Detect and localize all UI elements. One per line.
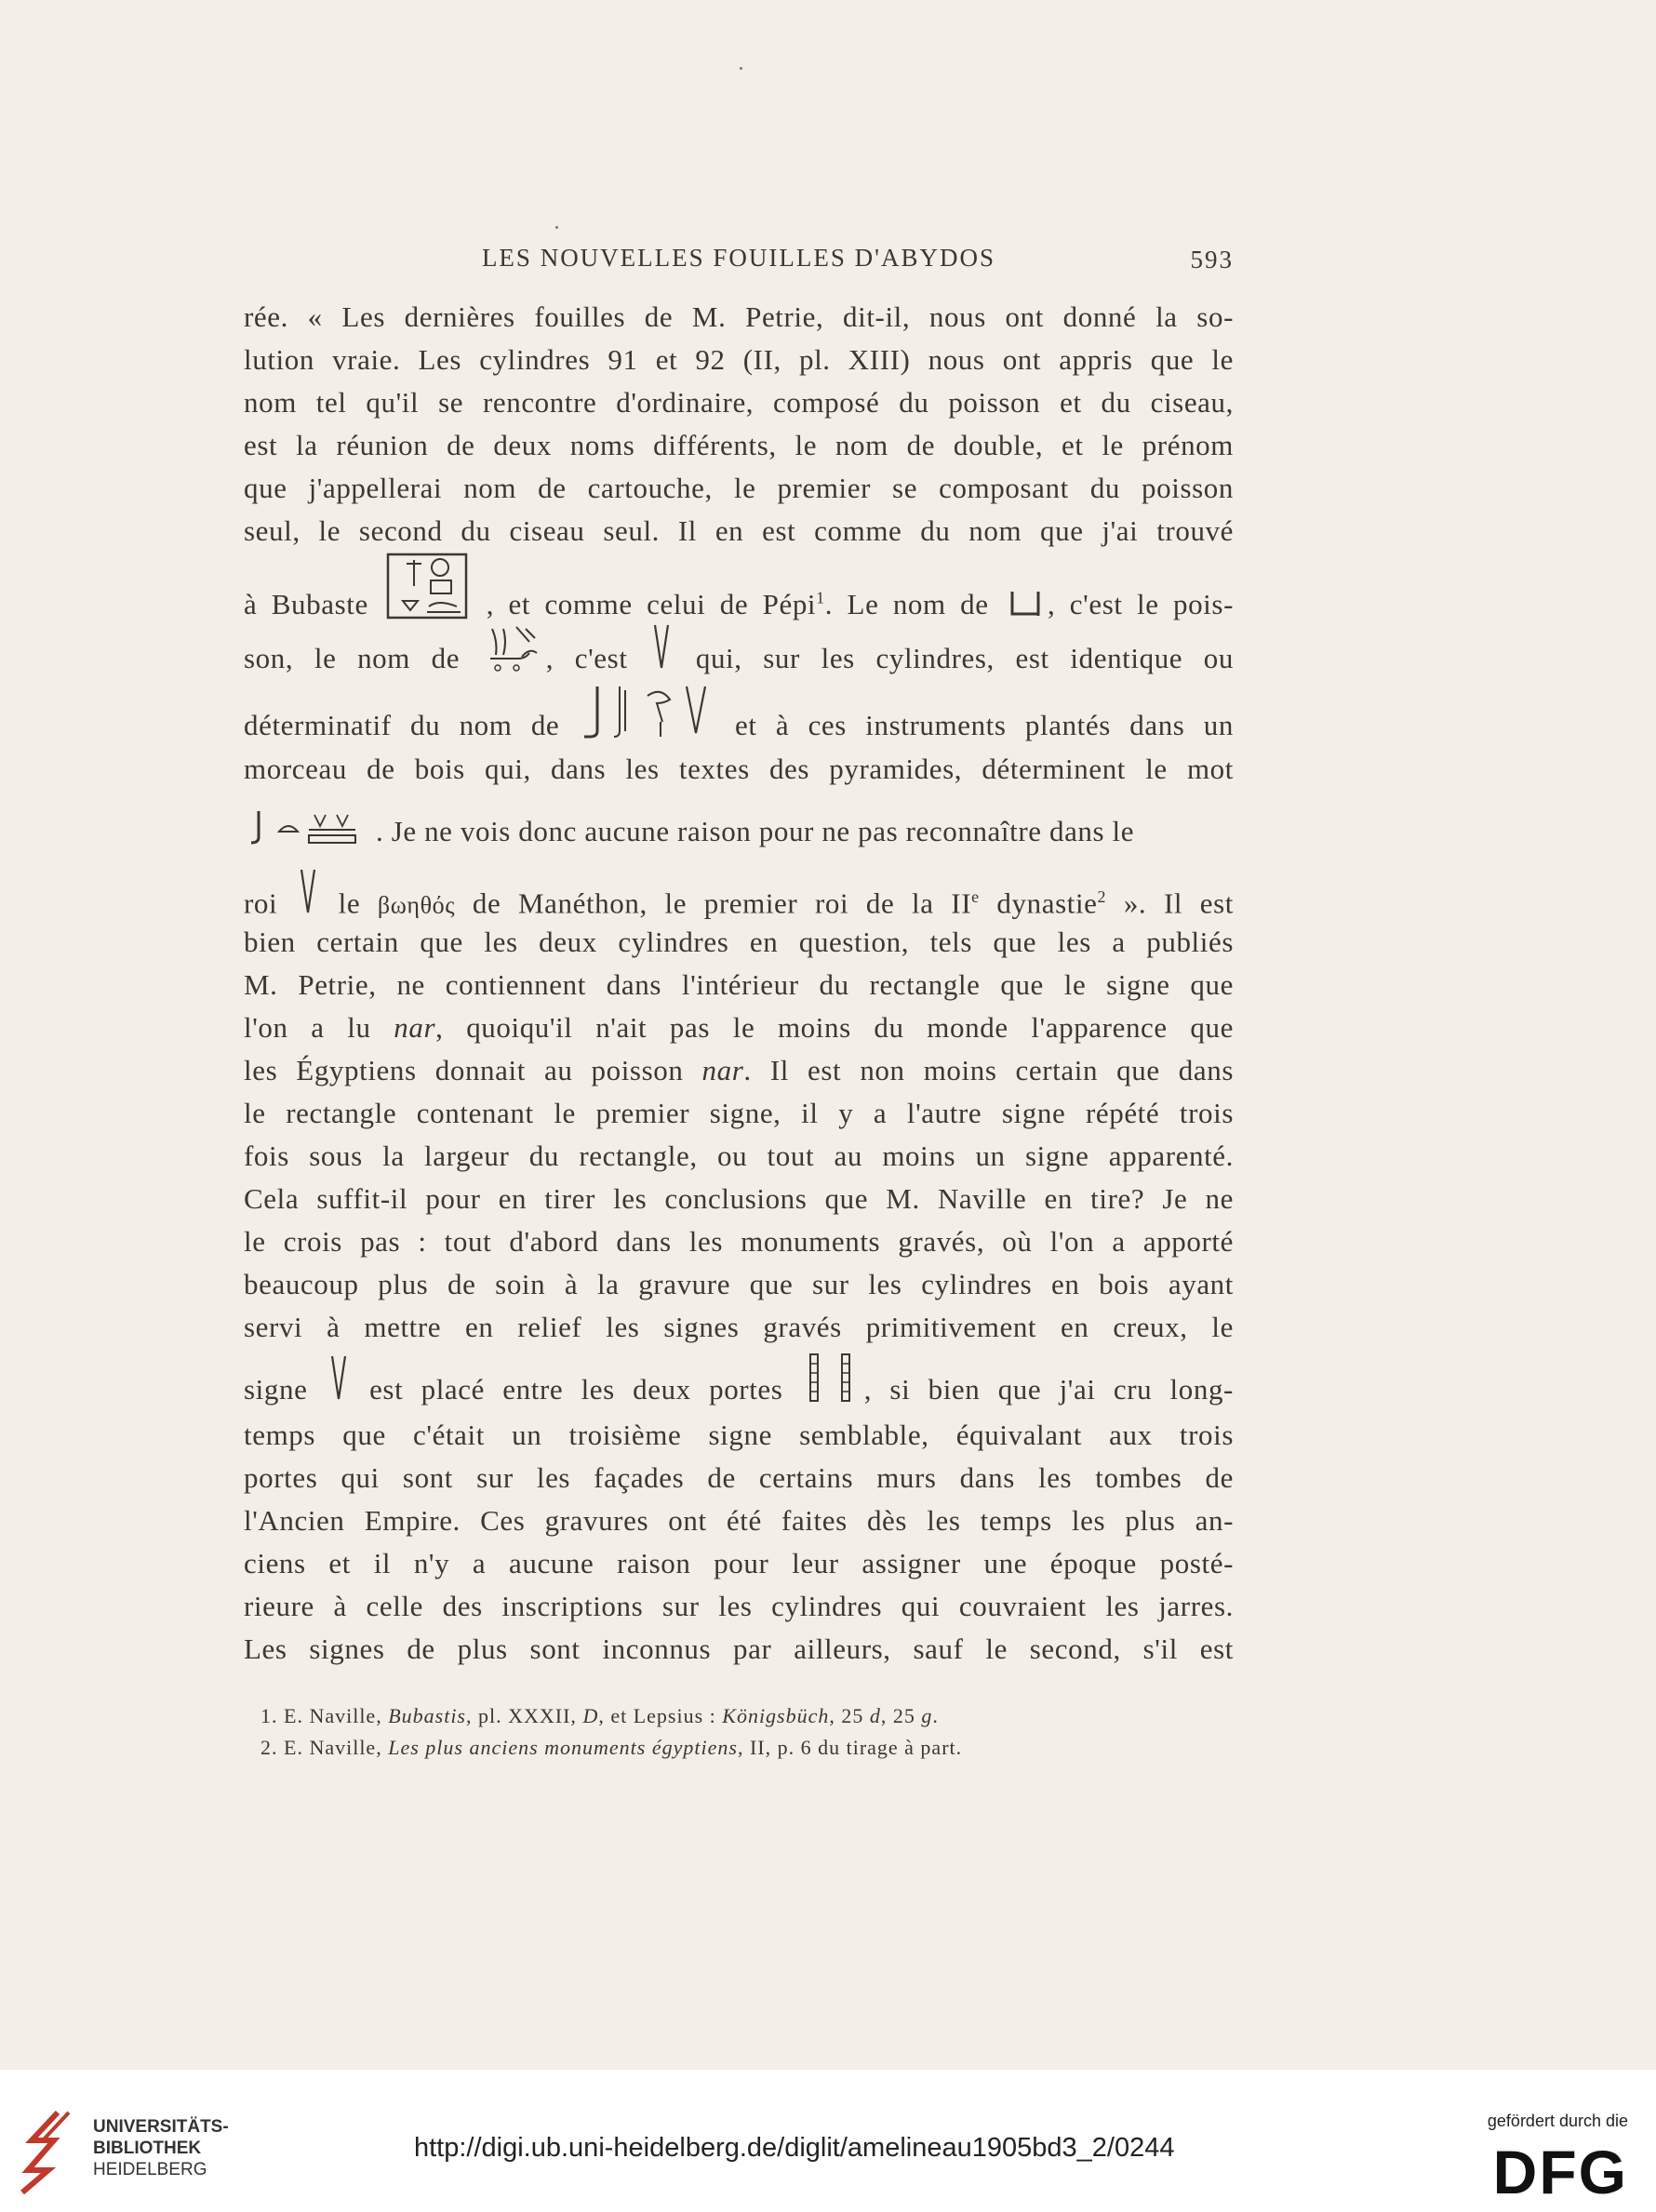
digitization-footer: [0, 2070, 1656, 2212]
text-fragment: . Je ne vois donc aucune raison pour ne pas reconnaître dans le: [376, 815, 1135, 847]
text-line: morceau de bois qui, dans les textes des pyramides, déterminent le mot: [244, 753, 1234, 785]
superscript: e: [971, 887, 980, 906]
text-fragment: , si bien que j'ai cru long-: [863, 1373, 1234, 1406]
hieroglyph-group-icon: [582, 683, 713, 740]
text-line: le crois pas : tout d'abord dans les monuments gravés, où l'on a apporté: [244, 1225, 1234, 1258]
text-line: servi à mettre en relief les signes gravés primitivement en creux, le: [244, 1311, 1234, 1343]
text-fragment: , pl. XXXII,: [466, 1704, 583, 1727]
text-line-bubaste: [244, 553, 1234, 618]
text-fragment: , c'est le pois-: [1048, 588, 1234, 620]
text-fragment: est placé entre les deux portes: [369, 1373, 783, 1406]
text-fragment: son, le nom de: [244, 642, 461, 674]
chisel-sign-icon: [299, 866, 317, 918]
institution-line: HEIDELBERG: [93, 2160, 207, 2179]
text-line-jene: [244, 791, 1234, 856]
text-fragment: , c'est: [545, 642, 628, 674]
text-line-signe: [244, 1349, 1234, 1414]
text-line: bien certain que les deux cylindres en question, tels que les a publiés: [244, 926, 1234, 958]
text-fragment: , II, p. 6 du tirage à part.: [737, 1736, 963, 1759]
italic-word: g: [921, 1704, 933, 1727]
text-fragment: , quoiqu'il n'ait pas le moins du monde l'apparence que: [435, 1011, 1234, 1044]
text-line: seul, le second du ciseau seul. Il en est comme du nom que j'ai trouvé: [244, 514, 1234, 547]
text-fragment: E. Naville,: [277, 1704, 389, 1727]
text-fragment: , 25: [829, 1704, 870, 1727]
footnote-ref: 1: [816, 588, 825, 607]
text-line: lution vraie. Les cylindres 91 et 92 (II, pl. XIII) nous ont appris que le: [244, 343, 1234, 376]
text-line: fois sous la largeur du rectangle, ou tout au moins un signe apparenté.: [244, 1139, 1234, 1172]
body-text: [244, 296, 1234, 1671]
cartouche-rectangle-icon: [386, 553, 468, 620]
text-line: portes qui sont sur les façades de certains murs dans les tombes de: [244, 1461, 1234, 1494]
text-fragment: E. Naville,: [277, 1736, 389, 1759]
institution-line: UNIVERSITÄTS-: [93, 2117, 229, 2137]
institution-name: [93, 2116, 229, 2180]
footnote-ref: 2: [1097, 887, 1107, 906]
text-line: M. Petrie, ne contiennent dans l'intérieur du rectangle que le signe que: [244, 968, 1234, 1001]
hieroglyph-group-icon: [247, 809, 372, 846]
ub-heidelberg-logo-icon[interactable]: [20, 2109, 104, 2192]
chisel-sign-icon: [329, 1353, 348, 1405]
dfg-logo[interactable]: DFG: [1492, 2138, 1628, 2206]
text-fragment: de Manéthon, le premier roi de la II: [455, 886, 972, 920]
running-head-title: LES NOUVELLES FOUILLES D'ABYDOS: [481, 244, 996, 272]
bird-sign-icon: [485, 625, 542, 673]
running-head: [244, 244, 1234, 281]
italic-word: D: [582, 1704, 599, 1727]
italic-word: d: [869, 1704, 881, 1727]
text-line-son: [244, 618, 1234, 683]
text-line: [244, 1006, 1234, 1049]
permalink-url[interactable]: http://digi.ub.uni-heidelberg.de/diglit/amelineau1905bd3_2/0244: [414, 2133, 1175, 2163]
footnote-1: [244, 1700, 1234, 1732]
text-fragment: .: [932, 1704, 939, 1727]
text-fragment: roi: [244, 886, 278, 920]
sponsor-text: gefördert durch die: [1487, 2112, 1628, 2130]
text-line: Cela suffit-il pour en tirer les conclusions que M. Naville en tire? Je ne: [244, 1182, 1234, 1215]
text-line: rieure à celle des inscriptions sur les cylindres qui couvraient les jarres.: [244, 1590, 1234, 1622]
footnote-2: [244, 1732, 1234, 1764]
institution-line: BIBLIOTHEK: [93, 2139, 202, 2158]
text-fragment: , et Lepsius :: [598, 1704, 723, 1727]
scan-speck: [740, 67, 742, 70]
italic-word: nar: [394, 1011, 436, 1044]
text-line: que j'appellerai nom de cartouche, le premier se composant du poisson: [244, 472, 1234, 504]
chisel-sign-icon: [652, 621, 671, 673]
italic-word: Les plus anciens monuments égyptiens: [388, 1736, 738, 1759]
text-fragment: et à ces instruments plantés dans un: [734, 709, 1234, 741]
footnote-number: 1.: [260, 1704, 278, 1727]
text-line: [244, 1049, 1234, 1092]
door-sign-icon: [805, 1351, 861, 1405]
text-fragment: l'on a lu: [244, 1011, 394, 1044]
greek-word: βωηθός: [377, 891, 456, 919]
text-line: l'Ancien Empire. Ces gravures ont été faites dès les temps les plus an-: [244, 1504, 1234, 1537]
text-fragment: les Égyptiens donnait au poisson: [244, 1054, 702, 1086]
text-line: Les signes de plus sont inconnus par ailleurs, sauf le second, s'il est: [244, 1632, 1234, 1665]
scan-speck: [555, 226, 558, 229]
italic-word: Königsbüch: [722, 1704, 830, 1727]
text-fragment: . Il est non moins certain que dans: [743, 1054, 1234, 1086]
basin-sign-icon: [1007, 588, 1044, 620]
text-line: beaucoup plus de soin à la gravure que sur les cylindres en bois ayant: [244, 1268, 1234, 1300]
text-fragment: à Bubaste: [244, 588, 368, 620]
text-fragment: , 25: [880, 1704, 922, 1727]
text-fragment: dynastie: [979, 886, 1098, 920]
text-fragment: signe: [244, 1373, 308, 1406]
text-fragment: le: [338, 886, 378, 920]
italic-word: Bubastis: [388, 1704, 466, 1727]
text-fragment: , et comme celui de Pépi: [486, 588, 817, 620]
text-line: temps que c'était un troisième signe semblable, équivalant aux trois: [244, 1419, 1234, 1451]
text-fragment: ». Il est: [1106, 886, 1235, 920]
italic-word: nar: [701, 1054, 744, 1086]
footnotes: [244, 1700, 1234, 1764]
text-line: rée. « Les dernières fouilles de M. Petrie, dit-il, nous ont donné la so-: [244, 300, 1234, 333]
text-line: ciens et il n'y a aucune raison pour leur assigner une époque posté-: [244, 1547, 1234, 1579]
text-line: le rectangle contenant le premier signe, il y a l'autre signe répété trois: [244, 1097, 1234, 1129]
text-line-determinatif: [244, 683, 1234, 748]
page-number: 593: [1190, 246, 1234, 273]
text-line-roi: [244, 856, 1234, 921]
text-fragment: déterminatif du nom de: [244, 709, 560, 741]
text-fragment: qui, sur les cylindres, est identique ou: [695, 642, 1234, 674]
text-line: est la réunion de deux noms différents, le nom de double, et le prénom: [244, 429, 1234, 461]
footnote-number: 2.: [260, 1736, 278, 1759]
text-line: nom tel qu'il se rencontre d'ordinaire, composé du poisson et du ciseau,: [244, 386, 1234, 419]
text-fragment: . Le nom de: [824, 588, 989, 620]
